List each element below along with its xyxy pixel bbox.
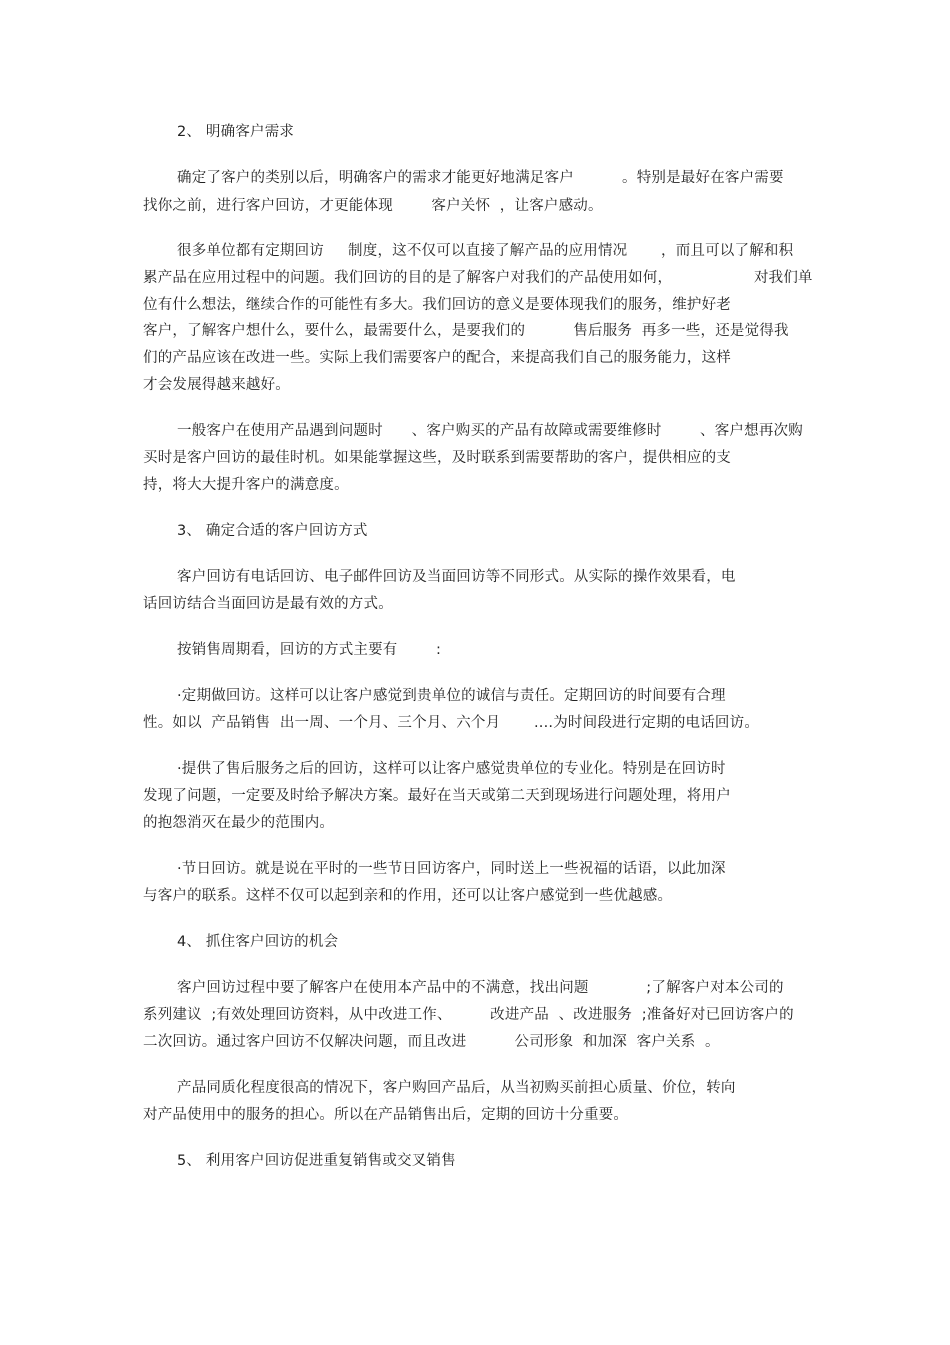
paragraph-line: 发现了问题，一定要及时给予解决方案。最好在当天或第二天到现场进行问题处理，将用户 [143, 788, 731, 804]
paragraph-line: 系列建议 ;有效处理回访资料，从中改进工作、 改进产品 、改进服务 ;准备好对已回访客户的 [143, 1007, 794, 1023]
section-heading-4: 4、 抓住客户回访的机会 [177, 934, 339, 950]
paragraph-line: 确定了客户的类别以后，明确客户的需求才能更好地满足客户 。特别是最好在客户需要 [177, 170, 784, 186]
section-heading-2: 2、 明确客户需求 [177, 124, 295, 140]
paragraph-line: 二次回访。通过客户回访不仅解决问题，而且改进 公司形象 和加深 客户关系 。 [143, 1034, 720, 1050]
paragraph-line: 们的产品应该在改进一些。实际上我们需要客户的配合，来提高我们自己的服务能力，这样 [143, 350, 731, 366]
section-heading-3: 3、 确定合适的客户回访方式 [177, 523, 368, 539]
bullet-line: ·定期做回访。这样可以让客户感觉到贵单位的诚信与责任。定期回访的时间要有合理 [177, 688, 726, 704]
paragraph-line: 才会发展得越来越好。 [143, 377, 290, 393]
paragraph-line: 客户回访过程中要了解客户在使用本产品中的不满意，找出问题 ;了解客户对本公司的 [177, 980, 784, 996]
paragraph-line: 对产品使用中的服务的担心。所以在产品销售出后，定期的回访十分重要。 [143, 1107, 629, 1123]
paragraph-line: 客户回访有电话回访、电子邮件回访及当面回访等不同形式。从实际的操作效果看，电 [177, 569, 736, 585]
paragraph-line: 的抱怨消灭在最少的范围内。 [143, 815, 335, 831]
paragraph-line: 产品同质化程度很高的情况下，客户购回产品后，从当初购买前担心质量、价位，转向 [177, 1080, 736, 1096]
paragraph-line: 与客户的联系。这样不仅可以起到亲和的作用，还可以让客户感觉到一些优越感。 [143, 888, 673, 904]
paragraph-line: 买时是客户回访的最佳时机。如果能掌握这些，及时联系到需要帮助的客户，提供相应的支 [143, 450, 731, 466]
paragraph-line: 客户，了解客户想什么，要什么，最需要什么，是要我们的 售后服务 再多一些，还是觉得我 [143, 323, 789, 339]
paragraph-line: 持，将大大提升客户的满意度。 [143, 477, 349, 493]
paragraph-line: 话回访结合当面回访是最有效的方式。 [143, 596, 393, 612]
paragraph-line: 位有什么想法，继续合作的可能性有多大。我们回访的意义是要体现我们的服务，维护好老 [143, 297, 731, 313]
paragraph-line: 性。如以 产品销售 出一周、一个月、三个月、六个月 ....为时间段进行定期的电话回访。 [143, 715, 760, 731]
bullet-line: ·节日回访。就是说在平时的一些节日回访客户，同时送上一些祝福的话语，以此加深 [177, 861, 726, 877]
paragraph-line: 一般客户在使用产品遇到问题时 、客户购买的产品有故障或需要维修时 、客户想再次购 [177, 423, 803, 439]
bullet-line: ·提供了售后服务之后的回访，这样可以让客户感觉贵单位的专业化。特别是在回访时 [177, 761, 726, 777]
paragraph-line: 找你之前，进行客户回访，才更能体现 客户关怀 ，让客户感动。 [143, 198, 603, 214]
paragraph-line: 很多单位都有定期回访 制度，这不仅可以直接了解产品的应用情况 ，而且可以了解和积 [177, 243, 794, 259]
section-heading-5: 5、 利用客户回访促进重复销售或交叉销售 [177, 1153, 456, 1169]
paragraph-line: 按销售周期看，回访的方式主要有 : [177, 642, 442, 658]
paragraph-line: 累产品在应用过程中的问题。我们回访的目的是了解客户对我们的产品使用如何， 对我们单 [143, 270, 813, 286]
